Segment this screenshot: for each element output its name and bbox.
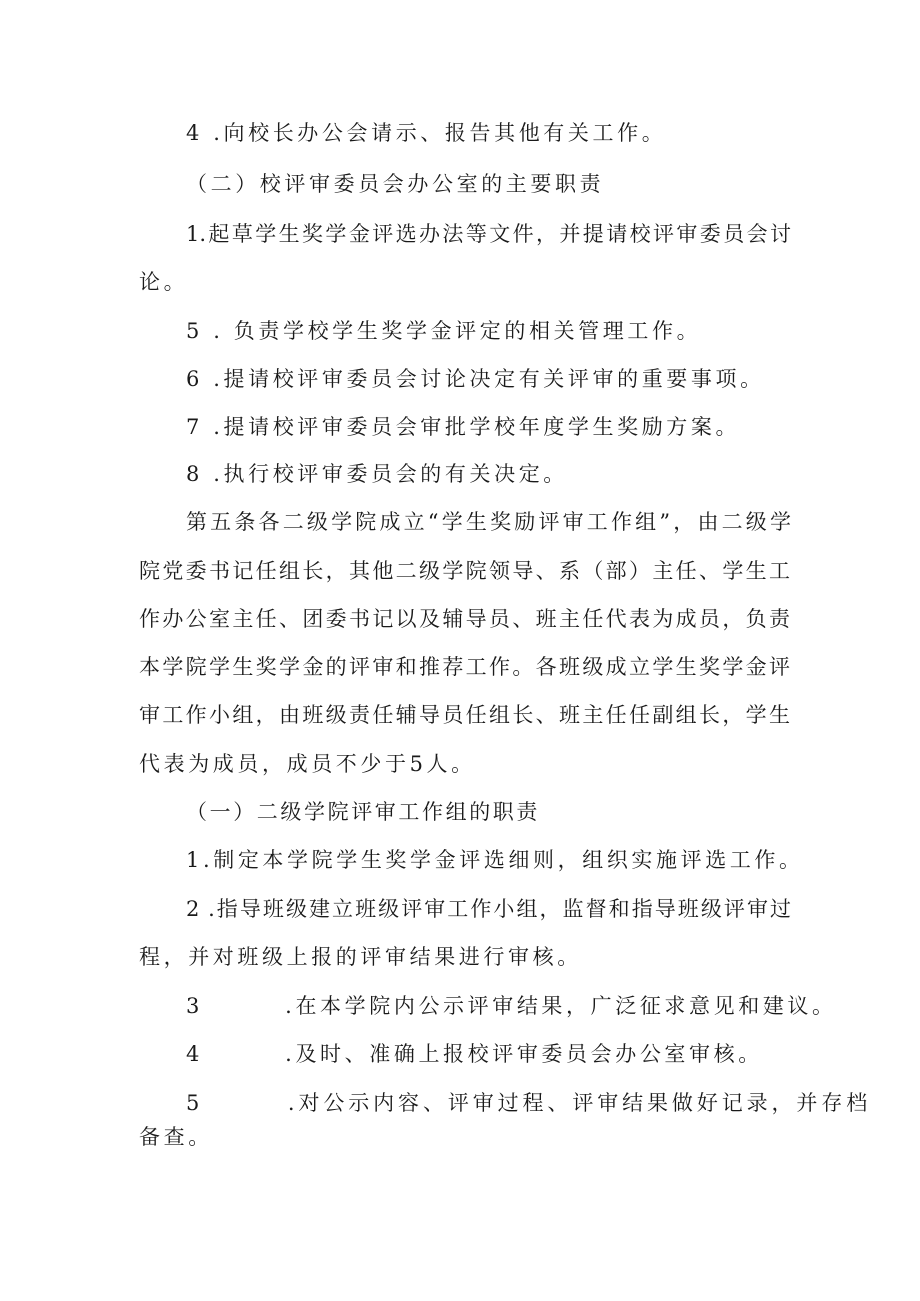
article-five-line-3: 作办公室主任、团委书记以及辅导员、班主任代表为成员，负责	[139, 607, 790, 631]
paragraph-line-21: 5 .对公示内容、评审过程、评审结果做好记录，并存档	[186, 1091, 872, 1115]
article-five-line-6: 代表为成员，成员不少于5人。	[139, 752, 476, 776]
article-five-line-4: 本学院学生奖学金的评审和推荐工作。各班级成立学生奖学金评	[139, 655, 790, 679]
paragraph-line-5: 5 . 负责学校学生奖学金评定的相关管理工作。	[186, 319, 702, 343]
article-five-line-1: 第五条各二级学院成立“学生奖励评审工作组”，由二级学	[186, 510, 791, 534]
paragraph-line-4: 论。	[139, 270, 189, 294]
paragraph-line-22: 备查。	[139, 1125, 213, 1149]
article-five-line-5: 审工作小组，由班级责任辅导员任组长、班主任任副组长，学生	[139, 703, 790, 727]
paragraph-line-18: 程，并对班级上报的评审结果进行审核。	[139, 945, 582, 969]
paragraph-line-16: 1.制定本学院学生奖学金评选细则，组织实施评选工作。	[186, 848, 804, 872]
paragraph-line-7: 7 .提请校评审委员会审批学校年度学生奖励方案。	[186, 415, 741, 439]
paragraph-line-20: 4 .及时、准确上报校评审委员会办公室审核。	[186, 1042, 763, 1066]
section-heading-college-duties: （一）二级学院评审工作组的职责	[186, 800, 540, 824]
section-heading-office-duties: （二）校评审委员会办公室的主要职责	[186, 172, 605, 196]
paragraph-line-17: 2 .指导班级建立班级评审工作小组，监督和指导班级评审过	[186, 897, 791, 921]
paragraph-line-6: 6 .提请校评审委员会讨论决定有关评审的重要事项。	[186, 367, 765, 391]
paragraph-line-1: 4 .向校长办公会请示、报告其他有关工作。	[186, 121, 667, 145]
article-five-line-2: 院党委书记任组长，其他二级学院领导、系（部）主任、学生工	[139, 559, 790, 583]
paragraph-line-19: 3 .在本学院内公示评审结果，广泛征求意见和建议。	[186, 994, 837, 1018]
paragraph-line-3: 1.起草学生奖学金评选办法等文件，并提请校评审委员会讨	[186, 222, 791, 246]
paragraph-line-8: 8 .执行校评审委员会的有关决定。	[186, 462, 568, 486]
